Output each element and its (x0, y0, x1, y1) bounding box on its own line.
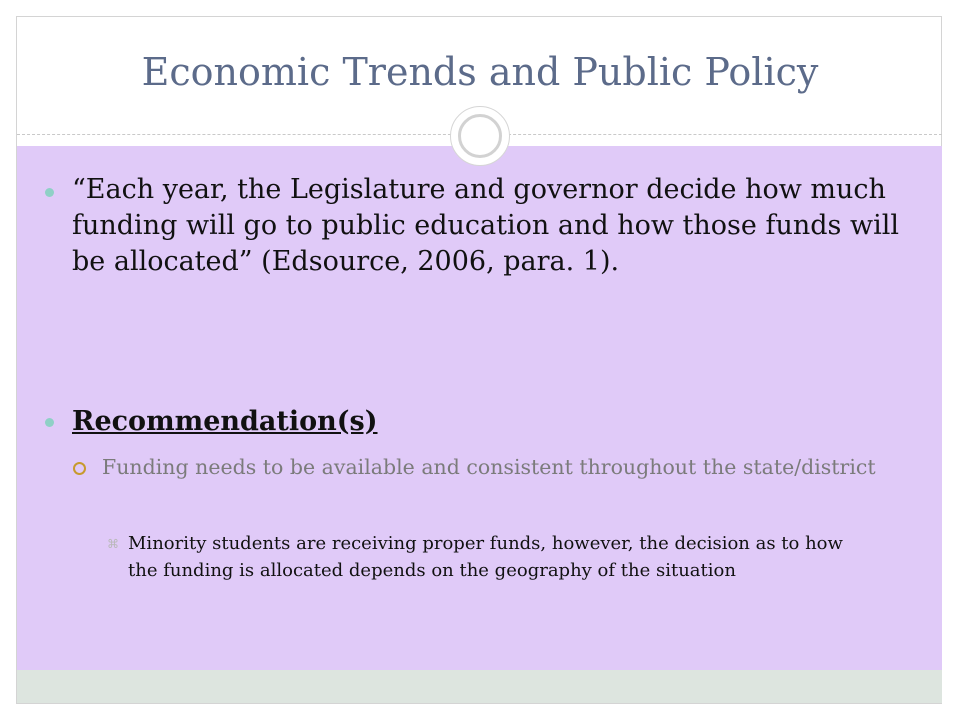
recommendation-text: Funding needs to be available and consistent throughout the state/district (102, 455, 876, 479)
ring-bullet-icon (73, 462, 86, 475)
recommendation-detail-text: Minority students are receiving proper funds, however, the decision as to how the funding is allocated depends on the geography of the situation (128, 533, 843, 581)
slide-title: Economic Trends and Public Policy (141, 50, 819, 94)
footer-bar (17, 670, 942, 703)
recommendations-heading: Recommendation(s) (72, 406, 378, 437)
ring-ornament-inner (458, 114, 502, 158)
bullet-icon (45, 418, 54, 427)
quote-text: “Each year, the Legislature and governor decide how much funding will go to public education and how those funds will be allocated” (Edsource, 2006, para. 1). (72, 174, 899, 277)
bullet-icon (45, 188, 54, 197)
diamond-bullet-icon: ⌘ (107, 537, 119, 551)
